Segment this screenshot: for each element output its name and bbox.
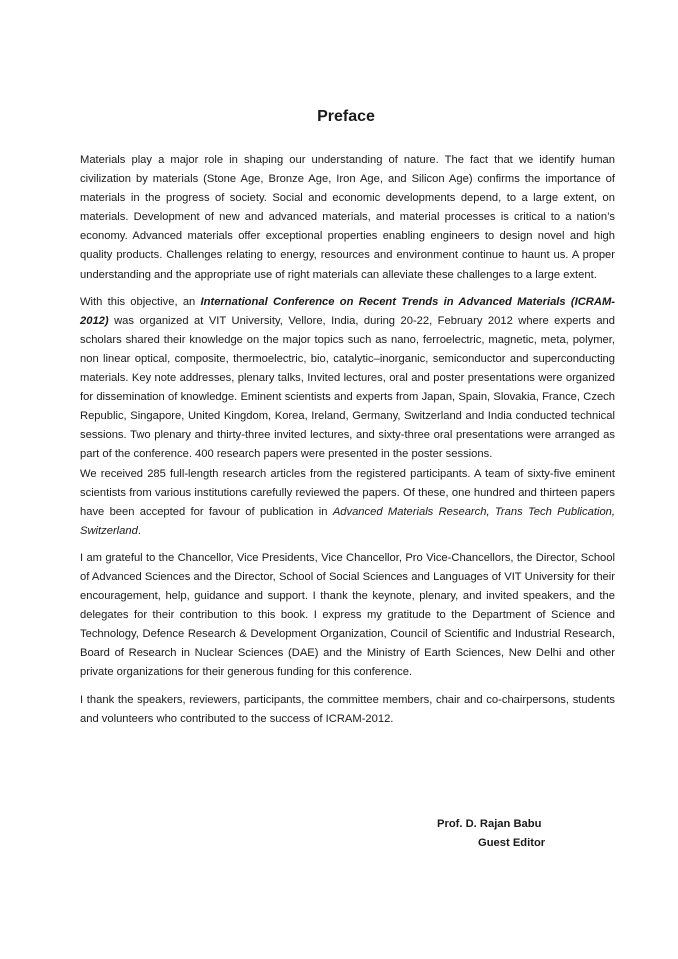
paragraph-3: [80, 465, 615, 541]
paragraph-3-end: .: [137, 524, 141, 537]
paragraph-3-text: We received 285 full-length research articles from the registered participants. A team of sixty-five eminent scientists from various institutions carefully reviewed the papers. Of these, one hundred and thirteen papers have been accepted for favour of publication in: [80, 467, 615, 518]
paragraph-1: Materials play a major role in shaping our understanding of nature. The fact that we identify human civilization by materials (Stone Age, Bronze Age, Iron Age, and Silicon Age) confirms the importance of materials in the progress of society. Social and economic developments depend, to a large extent, on materials. Development of new and advanced materials, and material processes is critical to a nation’s economy. Advanced materials offer exceptional properties enabling engineers to design novel and high quality products. Challenges relating to energy, resources and environment continue to haunt us. A proper understanding and the appropriate use of right materials can alleviate these challenges to a large extent.: [80, 154, 615, 281]
page-title: Preface: [317, 108, 375, 125]
paragraph-2-intro: With this objective, an: [80, 295, 201, 308]
paragraph-2: [80, 293, 615, 465]
paragraph-5: I thank the speakers, reviewers, participants, the committee members, chair and co-chairpersons, students and volunteers who contributed to the success of ICRAM-2012.: [80, 693, 615, 725]
paragraph-4: I am grateful to the Chancellor, Vice Presidents, Vice Chancellor, Pro Vice-Chancellors, the Director, School of Advanced Sciences and the Director, School of Social Sciences and Languages of VIT University for their encouragement, help, guidance and support. I thank the keynote, plenary, and invited speakers, and the delegates for their contribution to this book. I express my gratitude to the Department of Science and Technology, Defence Research & Development Organization, Council of Scientific and Industrial Research, Board of Research in Nuclear Sciences (DAE) and the Ministry of Earth Sciences, New Delhi and other private organizations for their generous funding for this conference.: [80, 551, 615, 679]
conference-name: International Conference on Recent Trends in Advanced Materials (ICRAM-2012): [80, 295, 615, 327]
preface-body: [80, 151, 615, 737]
signature-name: Prof. D. Rajan Babu: [437, 818, 542, 830]
signature-role: Guest Editor: [478, 837, 546, 849]
paragraph-2-rest: was organized at VIT University, Vellore, India, during 20-22, February 2012 where experts and scholars shared their knowledge on the major topics such as nano, ferroelectric, magnetic, meta, polymer, non linear optical, composite, thermoelectric, bio, catalytic–inorganic, semiconductor and superconducting materials. Key note addresses, plenary talks, Invited lectures, oral and poster presentations were organized for dissemination of knowledge. Eminent scientists and experts from Japan, Spain, Slovakia, France, Czech Republic, Singapore, United Kingdom, Korea, Ireland, Germany, Switzerland and India conducted technical sessions. Two plenary and thirty-three invited lectures, and sixty-three oral presentations were arranged as part of the conference. 400 research papers were presented in the poster sessions.: [80, 314, 615, 461]
publication-name: Advanced Materials Research, Trans Tech Publication, Switzerland: [80, 505, 615, 537]
